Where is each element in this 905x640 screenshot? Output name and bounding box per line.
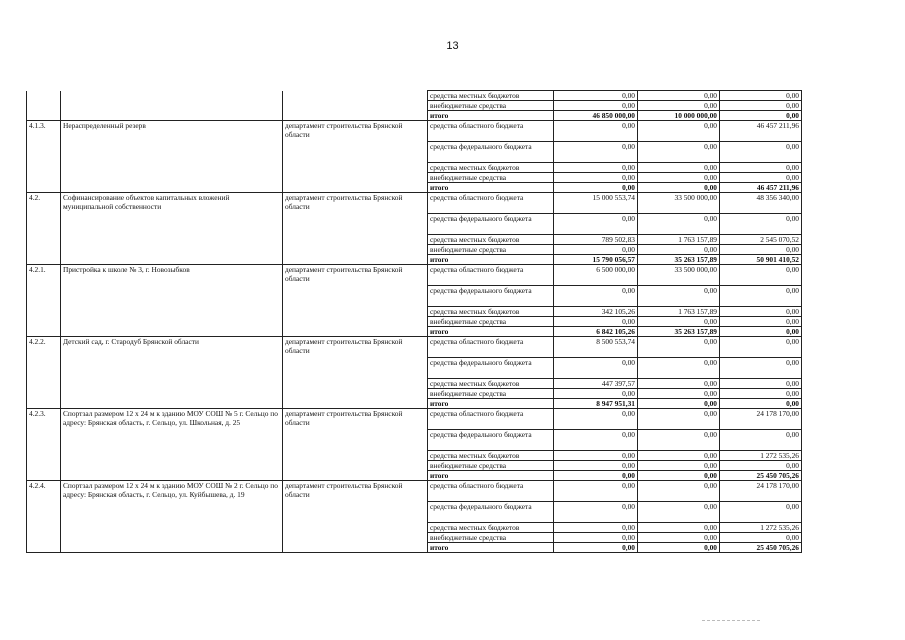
value-year-3: 0,00 <box>720 142 802 163</box>
value-year-1: 0,00 <box>554 461 638 471</box>
value-year-3: 2 545 070,52 <box>720 235 802 245</box>
funding-source: средства федерального бюджета <box>428 502 554 523</box>
value-year-2: 0,00 <box>638 121 720 142</box>
value-year-1: 789 502,83 <box>554 235 638 245</box>
item-code: 4.2.3. <box>27 409 61 481</box>
value-year-3: 0,00 <box>720 101 802 111</box>
funding-source: средства федерального бюджета <box>428 358 554 379</box>
value-year-3: 0,00 <box>720 286 802 307</box>
value-year-2: 0,00 <box>638 286 720 307</box>
value-year-1: 0,00 <box>554 409 638 430</box>
table-row <box>27 193 802 214</box>
value-year-2: 0,00 <box>638 399 720 409</box>
value-year-1: 0,00 <box>554 358 638 379</box>
funding-source: средства областного бюджета <box>428 409 554 430</box>
funding-source: средства местных бюджетов <box>428 91 554 101</box>
value-year-3: 0,00 <box>720 173 802 183</box>
table-row <box>27 121 802 142</box>
funding-source: итого <box>428 327 554 337</box>
value-year-2: 0,00 <box>638 502 720 523</box>
value-year-2: 0,00 <box>638 461 720 471</box>
value-year-3: 0,00 <box>720 389 802 399</box>
value-year-1: 0,00 <box>554 451 638 461</box>
funding-source: внебюджетные средства <box>428 389 554 399</box>
item-executor: департамент строительства Брянской области <box>283 193 428 265</box>
value-year-2: 10 000 000,00 <box>638 111 720 121</box>
item-code: 4.2.2. <box>27 337 61 409</box>
value-year-3: 1 272 535,26 <box>720 451 802 461</box>
value-year-1: 0,00 <box>554 533 638 543</box>
value-year-1: 0,00 <box>554 183 638 193</box>
funding-source: средства местных бюджетов <box>428 523 554 533</box>
value-year-1: 6 500 000,00 <box>554 265 638 286</box>
value-year-1: 447 397,57 <box>554 379 638 389</box>
value-year-1: 0,00 <box>554 523 638 533</box>
value-year-3: 0,00 <box>720 307 802 317</box>
value-year-2: 0,00 <box>638 183 720 193</box>
item-code: 4.2. <box>27 193 61 265</box>
funding-source: внебюджетные средства <box>428 461 554 471</box>
item-executor: департамент строительства Брянской области <box>283 409 428 481</box>
table-row <box>27 481 802 502</box>
value-year-3: 0,00 <box>720 399 802 409</box>
value-year-1: 0,00 <box>554 543 638 553</box>
funding-source: средства местных бюджетов <box>428 235 554 245</box>
value-year-3: 0,00 <box>720 533 802 543</box>
funding-source: средства федерального бюджета <box>428 142 554 163</box>
item-executor <box>283 91 428 121</box>
value-year-2: 0,00 <box>638 337 720 358</box>
funding-source: средства областного бюджета <box>428 337 554 358</box>
funding-source: итого <box>428 183 554 193</box>
item-name: Софинансирование объектов капитальных вложений муниципальной собственности <box>61 193 283 265</box>
value-year-2: 33 500 000,00 <box>638 193 720 214</box>
value-year-2: 1 763 157,89 <box>638 235 720 245</box>
value-year-1: 0,00 <box>554 121 638 142</box>
funding-source: внебюджетные средства <box>428 533 554 543</box>
value-year-3: 0,00 <box>720 502 802 523</box>
funding-source: средства федерального бюджета <box>428 286 554 307</box>
scan-artifact-line <box>702 620 760 621</box>
item-code <box>27 91 61 121</box>
item-code: 4.2.4. <box>27 481 61 553</box>
funding-source: средства федерального бюджета <box>428 214 554 235</box>
value-year-2: 35 263 157,89 <box>638 255 720 265</box>
value-year-3: 0,00 <box>720 245 802 255</box>
funding-source: средства местных бюджетов <box>428 451 554 461</box>
funding-source: средства местных бюджетов <box>428 163 554 173</box>
funding-source: внебюджетные средства <box>428 317 554 327</box>
value-year-3: 46 457 211,96 <box>720 183 802 193</box>
funding-source: итого <box>428 255 554 265</box>
value-year-2: 0,00 <box>638 91 720 101</box>
item-name: Детский сад, г. Стародуб Брянской области <box>61 337 283 409</box>
value-year-2: 0,00 <box>638 389 720 399</box>
value-year-1: 0,00 <box>554 481 638 502</box>
value-year-3: 0,00 <box>720 163 802 173</box>
value-year-1: 8 500 553,74 <box>554 337 638 358</box>
funding-source: итого <box>428 543 554 553</box>
value-year-2: 0,00 <box>638 142 720 163</box>
page-number: 13 <box>446 40 459 52</box>
item-executor: департамент строительства Брянской области <box>283 481 428 553</box>
item-name: Спортзал размером 12 х 24 м к зданию МОУ СОШ № 2 г. Сельцо по адресу: Брянская область, г. Сельцо, ул. Куйбышева, д. 19 <box>61 481 283 553</box>
item-name: Спортзал размером 12 х 24 м к зданию МОУ СОШ № 5 г. Сельцо по адресу: Брянская область, г. Сельцо, ул. Школьная, д. 25 <box>61 409 283 481</box>
value-year-3: 24 178 170,00 <box>720 409 802 430</box>
value-year-2: 0,00 <box>638 523 720 533</box>
value-year-2: 0,00 <box>638 317 720 327</box>
item-executor: департамент строительства Брянской области <box>283 337 428 409</box>
table-row <box>27 337 802 358</box>
value-year-1: 0,00 <box>554 91 638 101</box>
value-year-3: 0,00 <box>720 358 802 379</box>
funding-source: средства местных бюджетов <box>428 379 554 389</box>
funding-source: средства областного бюджета <box>428 193 554 214</box>
value-year-1: 8 947 951,31 <box>554 399 638 409</box>
funding-source: средства федерального бюджета <box>428 430 554 451</box>
value-year-3: 0,00 <box>720 461 802 471</box>
value-year-1: 0,00 <box>554 286 638 307</box>
funding-source: внебюджетные средства <box>428 101 554 111</box>
item-name: Пристройка к школе № 3, г. Новозыбков <box>61 265 283 337</box>
item-code: 4.1.3. <box>27 121 61 193</box>
value-year-1: 15 000 553,74 <box>554 193 638 214</box>
value-year-2: 0,00 <box>638 430 720 451</box>
value-year-3: 24 178 170,00 <box>720 481 802 502</box>
item-name: Нераспределенный резерв <box>61 121 283 193</box>
value-year-1: 0,00 <box>554 163 638 173</box>
budget-table <box>26 90 802 553</box>
value-year-1: 46 850 000,00 <box>554 111 638 121</box>
value-year-3: 0,00 <box>720 430 802 451</box>
item-executor: департамент строительства Брянской области <box>283 265 428 337</box>
value-year-1: 342 105,26 <box>554 307 638 317</box>
value-year-2: 0,00 <box>638 358 720 379</box>
value-year-2: 0,00 <box>638 245 720 255</box>
value-year-1: 0,00 <box>554 214 638 235</box>
value-year-1: 0,00 <box>554 430 638 451</box>
value-year-2: 0,00 <box>638 543 720 553</box>
value-year-1: 0,00 <box>554 101 638 111</box>
value-year-1: 0,00 <box>554 502 638 523</box>
value-year-1: 15 790 056,57 <box>554 255 638 265</box>
value-year-2: 0,00 <box>638 173 720 183</box>
value-year-1: 0,00 <box>554 471 638 481</box>
table-row <box>27 91 802 101</box>
value-year-3: 0,00 <box>720 91 802 101</box>
funding-source: внебюджетные средства <box>428 245 554 255</box>
value-year-3: 0,00 <box>720 317 802 327</box>
value-year-3: 1 272 535,26 <box>720 523 802 533</box>
funding-source: итого <box>428 471 554 481</box>
value-year-3: 0,00 <box>720 337 802 358</box>
item-code: 4.2.1. <box>27 265 61 337</box>
funding-source: средства местных бюджетов <box>428 307 554 317</box>
value-year-1: 0,00 <box>554 173 638 183</box>
value-year-3: 0,00 <box>720 111 802 121</box>
value-year-2: 0,00 <box>638 471 720 481</box>
funding-source: средства областного бюджета <box>428 121 554 142</box>
value-year-3: 25 450 705,26 <box>720 543 802 553</box>
value-year-1: 6 842 105,26 <box>554 327 638 337</box>
funding-source: средства областного бюджета <box>428 265 554 286</box>
value-year-2: 0,00 <box>638 481 720 502</box>
value-year-3: 0,00 <box>720 265 802 286</box>
item-name <box>61 91 283 121</box>
value-year-3: 0,00 <box>720 327 802 337</box>
item-executor: департамент строительства Брянской области <box>283 121 428 193</box>
value-year-1: 0,00 <box>554 389 638 399</box>
value-year-3: 50 901 410,52 <box>720 255 802 265</box>
value-year-2: 35 263 157,89 <box>638 327 720 337</box>
value-year-1: 0,00 <box>554 317 638 327</box>
value-year-2: 0,00 <box>638 379 720 389</box>
value-year-3: 0,00 <box>720 214 802 235</box>
value-year-2: 0,00 <box>638 214 720 235</box>
value-year-3: 46 457 211,96 <box>720 121 802 142</box>
value-year-2: 1 763 157,89 <box>638 307 720 317</box>
value-year-3: 48 356 340,00 <box>720 193 802 214</box>
value-year-2: 0,00 <box>638 533 720 543</box>
value-year-3: 25 450 705,26 <box>720 471 802 481</box>
funding-source: итого <box>428 111 554 121</box>
funding-source: внебюджетные средства <box>428 173 554 183</box>
value-year-2: 0,00 <box>638 163 720 173</box>
funding-source: средства областного бюджета <box>428 481 554 502</box>
funding-source: итого <box>428 399 554 409</box>
value-year-2: 33 500 000,00 <box>638 265 720 286</box>
value-year-2: 0,00 <box>638 101 720 111</box>
value-year-1: 0,00 <box>554 245 638 255</box>
table-row <box>27 265 802 286</box>
value-year-1: 0,00 <box>554 142 638 163</box>
value-year-2: 0,00 <box>638 409 720 430</box>
value-year-3: 0,00 <box>720 379 802 389</box>
value-year-2: 0,00 <box>638 451 720 461</box>
table-row <box>27 409 802 430</box>
